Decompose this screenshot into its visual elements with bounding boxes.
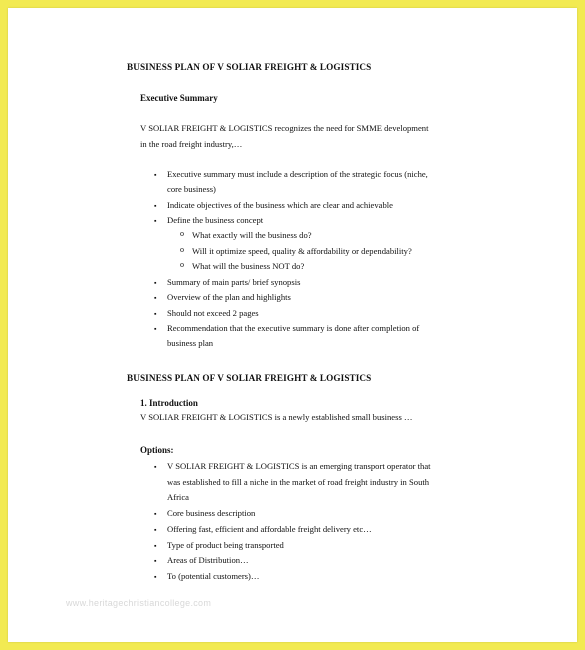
bullet-icon: ▪: [154, 294, 157, 302]
bullet-text: Executive summary must include a description of the strategic focus (niche,: [167, 169, 428, 179]
bullet-icon: ▪: [154, 217, 157, 225]
bullet-text: Summary of main parts/ brief synopsis: [167, 277, 301, 287]
option-text-continued: was established to fill a niche in the market of road freight industry in South: [167, 477, 430, 487]
option-text: Offering fast, efficient and affordable freight delivery etc…: [167, 524, 372, 534]
bullet-text: Recommendation that the executive summary is done after completion of: [167, 323, 420, 333]
bullet-text-continued: core business): [167, 184, 216, 194]
option-text: V SOLIAR FREIGHT & LOGISTICS is an emerging transport operator that: [167, 461, 431, 471]
document-title: BUSINESS PLAN OF V SOLIAR FREIGHT & LOGISTICS: [127, 62, 372, 72]
bullet-icon: ▪: [154, 542, 157, 550]
option-text: Type of product being transported: [167, 540, 284, 550]
intro-paragraph-line-1: V SOLIAR FREIGHT & LOGISTICS recognizes the need for SMME development: [140, 123, 429, 133]
bullet-icon: ▪: [154, 557, 157, 565]
bullet-icon: ▪: [154, 310, 157, 318]
bullet-icon: ▪: [154, 510, 157, 518]
document-page: [8, 8, 577, 642]
document-title-second: BUSINESS PLAN OF V SOLIAR FREIGHT & LOGISTICS: [127, 373, 372, 383]
section-heading-executive-summary: Executive Summary: [140, 93, 218, 103]
bullet-text: Define the business concept: [167, 215, 264, 225]
bullet-icon: ▪: [154, 171, 157, 179]
bullet-text: Overview of the plan and highlights: [167, 292, 291, 302]
bullet-icon: ▪: [154, 463, 157, 471]
sub-bullet-icon: o: [180, 260, 184, 269]
bullet-icon: ▪: [154, 325, 157, 333]
bullet-icon: ▪: [154, 202, 157, 210]
intro-paragraph-line-2: in the road freight industry,…: [140, 139, 243, 149]
sub-bullet-text: What exactly will the business do?: [192, 230, 312, 240]
sub-bullet-text: Will it optimize speed, quality & affordability or dependability?: [192, 246, 412, 256]
sub-bullet-text: What will the business NOT do?: [192, 261, 305, 271]
sub-bullet-icon: o: [180, 229, 184, 238]
watermark: www.heritagechristiancollege.com: [66, 598, 212, 608]
bullet-text: Should not exceed 2 pages: [167, 308, 259, 318]
section-heading-introduction: 1. Introduction: [140, 398, 198, 408]
bullet-text-continued: business plan: [167, 338, 214, 348]
options-heading: Options:: [140, 445, 174, 455]
bullet-icon: ▪: [154, 573, 157, 581]
option-text: Areas of Distribution…: [167, 555, 249, 565]
option-text: Core business description: [167, 508, 256, 518]
bullet-text: Indicate objectives of the business which are clear and achievable: [167, 200, 393, 210]
option-text-continued: Africa: [167, 492, 189, 502]
sub-bullet-icon: o: [180, 245, 184, 254]
bullet-icon: ▪: [154, 279, 157, 287]
option-text: To (potential customers)…: [167, 571, 260, 581]
bullet-icon: ▪: [154, 526, 157, 534]
introduction-text: V SOLIAR FREIGHT & LOGISTICS is a newly established small business …: [140, 412, 413, 422]
